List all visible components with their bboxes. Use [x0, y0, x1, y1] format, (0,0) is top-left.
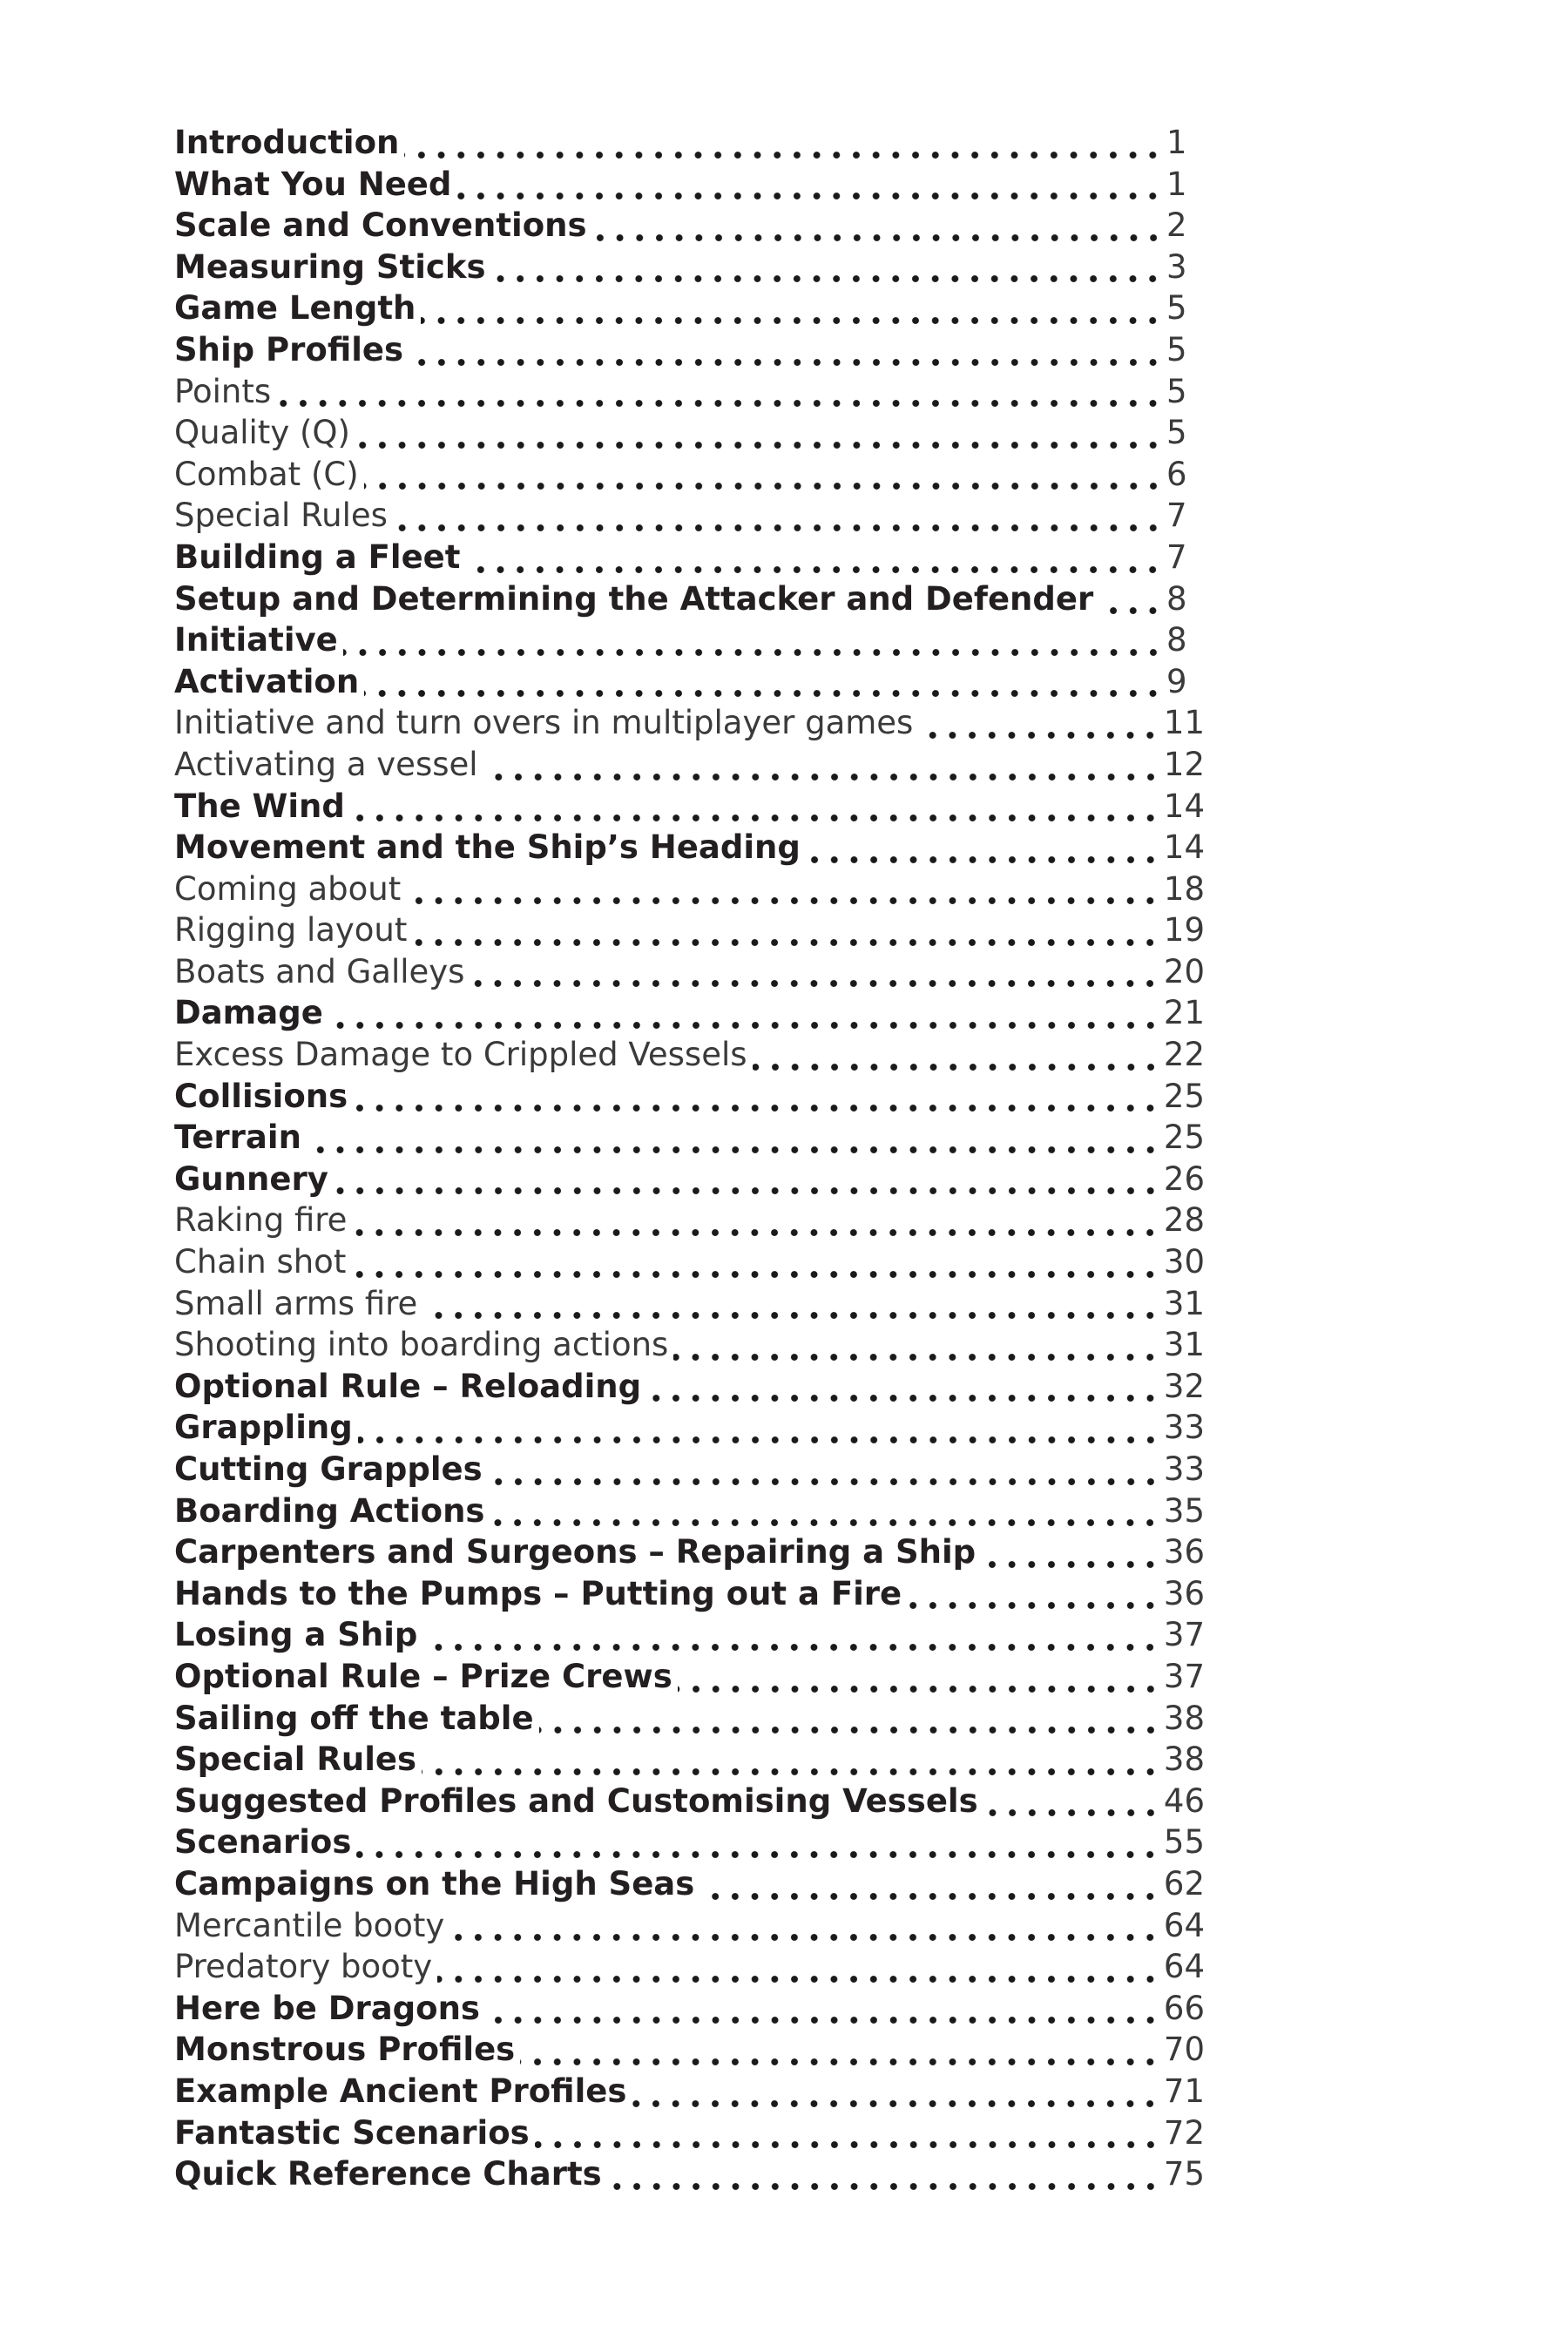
toc-entry-page-number[interactable]: 30	[1163, 1243, 1205, 1281]
toc-entry-title[interactable]: Special Rules	[174, 1740, 417, 1779]
dot-leader	[907, 1601, 1160, 1610]
dot-leader	[918, 731, 1160, 740]
toc-entry[interactable]	[174, 537, 1205, 578]
toc-entry-title[interactable]: Measuring Sticks	[174, 247, 486, 286]
toc-entry-page-number[interactable]: 7	[1166, 537, 1187, 576]
toc-entry-title[interactable]: What You Need	[174, 165, 452, 203]
dot-leader	[753, 1063, 1160, 1071]
dot-leader	[352, 1228, 1159, 1237]
dot-leader	[422, 1767, 1160, 1776]
toc-entry-page-number[interactable]: 38	[1163, 1699, 1205, 1737]
toc-entry[interactable]	[174, 1614, 1205, 1656]
toc-entry[interactable]	[174, 122, 1205, 164]
toc-entry-page-number[interactable]: 3	[1166, 247, 1187, 286]
toc-entry-title[interactable]: Ship Profiles	[174, 330, 404, 368]
dot-leader	[393, 524, 1163, 532]
toc-entry-page-number[interactable]: 36	[1163, 1533, 1205, 1571]
toc-entry-title[interactable]: Combat (C)	[174, 455, 359, 493]
toc-entry-page-number[interactable]: 7	[1166, 497, 1187, 535]
toc-entry-page-number[interactable]: 5	[1166, 289, 1187, 328]
toc-entry[interactable]	[174, 661, 1205, 703]
toc-entry-title[interactable]: Here be Dragons	[174, 1989, 480, 2027]
dot-leader	[406, 896, 1160, 905]
toc-entry[interactable]	[174, 247, 1205, 288]
dot-leader	[678, 1685, 1160, 1693]
toc-entry-title[interactable]: Optional Rule – Reloading	[174, 1367, 642, 1405]
toc-entry[interactable]	[174, 1698, 1205, 1740]
dot-leader	[535, 2140, 1160, 2149]
toc-entry[interactable]	[174, 2153, 1205, 2195]
dot-leader	[449, 1933, 1160, 1942]
toc-entry-title[interactable]: Cutting Grapples	[174, 1450, 483, 1488]
toc-entry-page-number[interactable]: 38	[1163, 1740, 1205, 1779]
toc-entry-page-number[interactable]: 20	[1163, 952, 1205, 990]
dot-leader	[488, 1477, 1160, 1486]
toc-entry-page-number[interactable]: 5	[1166, 330, 1187, 368]
toc-entry[interactable]	[174, 454, 1205, 496]
dot-leader	[983, 1808, 1160, 1817]
toc-entry-title[interactable]: Terrain	[174, 1119, 301, 1157]
toc-entry-page-number[interactable]: 37	[1163, 1657, 1205, 1695]
toc-entry-title[interactable]: Campaigns on the High Seas	[174, 1864, 695, 1903]
toc-entry-page-number[interactable]: 14	[1163, 787, 1205, 825]
toc-entry[interactable]	[174, 1988, 1205, 2030]
toc-entry-page-number[interactable]: 11	[1163, 704, 1205, 742]
dot-leader	[632, 2099, 1159, 2108]
toc-entry-title[interactable]: Losing a Ship	[174, 1616, 418, 1654]
dot-leader	[307, 1146, 1160, 1154]
toc-entry-title[interactable]: Initiative and turn overs in multiplayer games	[174, 704, 914, 742]
toc-entry-page-number[interactable]: 33	[1163, 1409, 1205, 1447]
toc-entry-title[interactable]: Excess Damage to Crippled Vessels	[174, 1036, 747, 1074]
toc-entry-page-number[interactable]: 36	[1163, 1574, 1205, 1612]
toc-entry-page-number[interactable]: 5	[1166, 414, 1187, 452]
dot-leader	[700, 1892, 1160, 1901]
toc-entry-title[interactable]: Hands to the Pumps – Putting out a Fire	[174, 1574, 902, 1612]
toc-entry-page-number[interactable]: 19	[1163, 911, 1205, 950]
toc-entry-title[interactable]: Collisions	[174, 1077, 348, 1115]
toc-entry-page-number[interactable]: 32	[1163, 1367, 1205, 1405]
dot-leader	[422, 1643, 1159, 1652]
toc-entry-page-number[interactable]: 62	[1163, 1864, 1205, 1903]
toc-entry[interactable]	[174, 909, 1205, 951]
dot-leader	[412, 938, 1160, 947]
toc-entry[interactable]	[174, 1490, 1205, 1532]
toc-entry-title[interactable]: Sailing off the table	[174, 1699, 534, 1737]
toc-entry[interactable]	[174, 868, 1205, 910]
dot-leader	[490, 1518, 1159, 1527]
toc-entry-page-number[interactable]: 18	[1163, 869, 1205, 908]
toc-entry[interactable]	[174, 992, 1205, 1034]
toc-entry[interactable]	[174, 1366, 1205, 1408]
toc-entry-title[interactable]: Movement and the Ship’s Heading	[174, 828, 801, 867]
toc-entry[interactable]	[174, 1905, 1205, 1947]
toc-entry-title[interactable]: Building a Fleet	[174, 537, 461, 576]
toc-entry-page-number[interactable]: 71	[1163, 2072, 1205, 2110]
table-of-contents	[174, 122, 1205, 2195]
toc-entry-page-number[interactable]: 28	[1163, 1201, 1205, 1240]
dot-leader	[404, 151, 1163, 159]
toc-entry[interactable]	[174, 1449, 1205, 1490]
toc-entry-title[interactable]: Optional Rule – Prize Crews	[174, 1657, 672, 1695]
toc-entry-title[interactable]: Suggested Profiles and Customising Vessels	[174, 1781, 978, 1820]
toc-entry[interactable]	[174, 619, 1205, 661]
toc-entry[interactable]	[174, 1324, 1205, 1366]
toc-entry[interactable]	[174, 495, 1205, 537]
toc-entry[interactable]	[174, 1241, 1205, 1283]
toc-entry-page-number[interactable]: 8	[1166, 579, 1187, 618]
toc-entry-page-number[interactable]: 72	[1163, 2113, 1205, 2152]
toc-entry-title[interactable]: Points	[174, 372, 272, 410]
toc-entry-page-number[interactable]: 66	[1163, 1989, 1205, 2027]
toc-entry-page-number[interactable]: 2	[1166, 206, 1187, 245]
dot-leader	[364, 482, 1163, 490]
toc-entry-title[interactable]: Boats and Galleys	[174, 952, 465, 990]
toc-entry[interactable]	[174, 329, 1205, 371]
toc-entry[interactable]	[174, 744, 1205, 786]
dot-leader	[328, 1021, 1160, 1030]
toc-entry-title[interactable]: Example Ancient Profiles	[174, 2072, 627, 2110]
toc-entry-title[interactable]: Predatory booty	[174, 1948, 433, 1986]
toc-entry[interactable]	[174, 1034, 1205, 1076]
toc-entry-page-number[interactable]: 35	[1163, 1491, 1205, 1530]
toc-entry-title[interactable]: Quick Reference Charts	[174, 2155, 602, 2193]
dot-leader	[351, 1270, 1160, 1279]
toc-entry-title[interactable]: Chain shot	[174, 1243, 347, 1281]
toc-entry-title[interactable]: Raking fire	[174, 1201, 348, 1240]
toc-entry-page-number[interactable]: 1	[1166, 124, 1187, 161]
toc-entry[interactable]	[174, 1821, 1205, 1863]
dot-leader	[355, 441, 1163, 449]
toc-entry[interactable]	[174, 164, 1205, 206]
toc-entry-page-number[interactable]: 22	[1163, 1036, 1205, 1074]
toc-entry-title[interactable]: Scenarios	[174, 1823, 352, 1862]
dot-leader	[334, 1186, 1160, 1195]
dot-leader	[539, 1726, 1160, 1734]
toc-entry-title[interactable]: Setup and Determining the Attacker and Defender	[174, 579, 1094, 618]
dot-leader	[465, 565, 1163, 574]
toc-entry-page-number[interactable]: 64	[1163, 1948, 1205, 1986]
dot-leader	[343, 648, 1163, 657]
dot-leader	[437, 1975, 1160, 1984]
toc-entry-page-number[interactable]: 46	[1163, 1781, 1205, 1820]
toc-entry-title[interactable]: Activation	[174, 662, 360, 700]
toc-entry[interactable]	[174, 578, 1205, 620]
toc-entry-title[interactable]: Game Length	[174, 289, 416, 328]
dot-leader	[981, 1560, 1160, 1569]
toc-entry[interactable]	[174, 205, 1205, 247]
toc-entry-page-number[interactable]: 31	[1163, 1284, 1205, 1322]
toc-entry-page-number[interactable]: 1	[1166, 165, 1187, 203]
toc-entry-page-number[interactable]: 26	[1163, 1159, 1205, 1198]
toc-entry-title[interactable]: Fantastic Scenarios	[174, 2113, 530, 2152]
dot-leader	[607, 2182, 1160, 2191]
toc-entry-page-number[interactable]: 5	[1166, 372, 1187, 410]
dot-leader	[490, 274, 1163, 283]
toc-entry-page-number[interactable]: 6	[1166, 455, 1187, 493]
dot-leader	[592, 233, 1163, 242]
toc-entry[interactable]	[174, 1076, 1205, 1118]
dot-leader	[276, 399, 1163, 408]
toc-entry[interactable]	[174, 786, 1205, 828]
toc-entry-page-number[interactable]: 25	[1163, 1119, 1205, 1157]
toc-entry[interactable]	[174, 1117, 1205, 1159]
dot-leader	[421, 316, 1163, 325]
toc-entry-page-number[interactable]: 12	[1163, 745, 1205, 783]
toc-entry-page-number[interactable]: 14	[1163, 828, 1205, 867]
toc-entry-title[interactable]: Introduction	[174, 124, 400, 161]
toc-entry-page-number[interactable]: 55	[1163, 1823, 1205, 1862]
toc-entry-title[interactable]: Coming about	[174, 869, 402, 908]
toc-entry-page-number[interactable]: 70	[1163, 2031, 1205, 2069]
toc-entry-title[interactable]: Grappling	[174, 1409, 353, 1447]
toc-entry-title[interactable]: Gunnery	[174, 1159, 328, 1198]
toc-entry-page-number[interactable]: 75	[1163, 2155, 1205, 2193]
toc-entry-title[interactable]: Activating a vessel	[174, 745, 478, 783]
toc-entry-title[interactable]: Special Rules	[174, 497, 388, 535]
toc-entry[interactable]	[174, 371, 1205, 413]
toc-entry[interactable]	[174, 1781, 1205, 1822]
toc-entry-page-number[interactable]: 31	[1163, 1326, 1205, 1364]
toc-entry[interactable]	[174, 702, 1205, 744]
toc-entry[interactable]	[174, 1573, 1205, 1615]
dot-leader	[350, 814, 1160, 822]
toc-entry-title[interactable]: Rigging layout	[174, 911, 408, 950]
toc-entry-title[interactable]: Damage	[174, 994, 323, 1032]
toc-entry-title[interactable]: Carpenters and Surgeons – Repairing a Ship	[174, 1533, 977, 1571]
toc-entry[interactable]	[174, 1407, 1205, 1449]
toc-entry[interactable]	[174, 1656, 1205, 1698]
toc-entry-title[interactable]: Monstrous Profiles	[174, 2031, 516, 2069]
dot-leader	[456, 192, 1163, 200]
toc-entry-title[interactable]: Scale and Conventions	[174, 206, 587, 245]
toc-entry-title[interactable]: Small arms fire	[174, 1284, 418, 1322]
toc-entry-page-number[interactable]: 21	[1163, 994, 1205, 1032]
toc-entry-page-number[interactable]: 8	[1166, 621, 1187, 659]
toc-entry-title[interactable]: Boarding Actions	[174, 1491, 485, 1530]
toc-entry-title[interactable]: The Wind	[174, 787, 345, 825]
toc-entry[interactable]	[174, 1863, 1205, 1905]
dot-leader	[520, 2058, 1160, 2066]
toc-entry[interactable]	[174, 412, 1205, 454]
toc-entry[interactable]	[174, 1946, 1205, 1988]
dot-leader	[806, 855, 1160, 864]
toc-entry[interactable]	[174, 2071, 1205, 2112]
toc-entry-page-number[interactable]: 9	[1166, 662, 1187, 700]
toc-entry[interactable]	[174, 287, 1205, 329]
toc-entry-title[interactable]: Mercantile booty	[174, 1906, 445, 1944]
toc-entry-title[interactable]: Initiative	[174, 621, 338, 659]
toc-entry[interactable]	[174, 2112, 1205, 2154]
dot-leader	[422, 1311, 1160, 1320]
dot-leader	[485, 2016, 1160, 2024]
dot-leader	[470, 979, 1159, 988]
toc-entry[interactable]	[174, 1531, 1205, 1573]
toc-entry[interactable]	[174, 1283, 1205, 1325]
toc-entry[interactable]	[174, 1159, 1205, 1200]
toc-entry-title[interactable]: Quality (Q)	[174, 414, 350, 452]
toc-entry-page-number[interactable]: 25	[1163, 1077, 1205, 1115]
dot-leader	[1098, 606, 1163, 615]
dot-leader	[353, 1104, 1160, 1112]
toc-entry-page-number[interactable]: 64	[1163, 1906, 1205, 1944]
dot-leader	[646, 1394, 1160, 1402]
toc-entry-page-number[interactable]: 33	[1163, 1450, 1205, 1488]
toc-entry-title[interactable]: Shooting into boarding actions	[174, 1326, 669, 1364]
toc-entry[interactable]	[174, 951, 1205, 993]
dot-leader	[358, 1436, 1160, 1444]
toc-entry[interactable]	[174, 2029, 1205, 2071]
toc-entry-page-number[interactable]: 37	[1163, 1616, 1205, 1654]
toc-entry[interactable]	[174, 827, 1205, 868]
dot-leader	[483, 773, 1160, 781]
dot-leader	[356, 1850, 1160, 1859]
dot-leader	[409, 358, 1163, 367]
dot-leader	[673, 1353, 1160, 1362]
dot-leader	[364, 689, 1163, 698]
toc-entry[interactable]	[174, 1739, 1205, 1781]
toc-entry[interactable]	[174, 1200, 1205, 1241]
